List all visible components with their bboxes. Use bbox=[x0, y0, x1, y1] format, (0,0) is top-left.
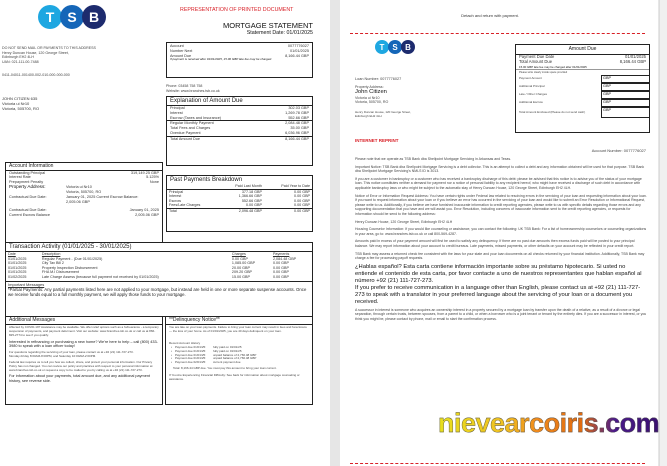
label: Prepayment Penalty bbox=[9, 180, 44, 185]
field-label: Additional Principal bbox=[519, 84, 545, 89]
mailing-block bbox=[355, 85, 411, 119]
message: For questions regarding the servicing of your loan, please contact us at +92 (21) 111-727-273. bbox=[9, 349, 134, 354]
amount-input[interactable]: GBP bbox=[601, 99, 649, 107]
cell: 01/01/2025 bbox=[8, 261, 27, 266]
recipient-line: Victoria ui Nr10 bbox=[2, 101, 30, 106]
bank-address-line: Henry Duncan House, 120 George Street, bbox=[355, 109, 411, 114]
notice-paragraph: Please note that we operate as TSB Bank dba Shellpoint Mortgage Servicing in Arkansas and Texas. bbox=[355, 157, 512, 161]
important-text: *Partial Payments: Any partial payments listed here are not applied to your mortgage, but instead are held in one or more separate suspense accounts. Once we receive funds equal to a full monthly payment, we will apply those funds to your mortgage. bbox=[8, 286, 307, 298]
internet-reprint: INTERNET REPRINT bbox=[355, 138, 399, 143]
loan-number: Loan Number: 0077776027 bbox=[355, 77, 402, 81]
label: Account bbox=[170, 44, 184, 48]
value-line: 2,005.06 GBP bbox=[66, 200, 90, 205]
cell: Fees/Late Charges bbox=[169, 203, 201, 208]
representation-banner: REPRESENTATION OF PRINTED DOCUMENT bbox=[180, 7, 294, 13]
history-date: Payment due 01/01/25: bbox=[175, 344, 207, 349]
value: 1,269.78 GBP bbox=[285, 110, 309, 115]
value: 35.00 GBP bbox=[290, 126, 309, 131]
payment-field-row bbox=[516, 107, 649, 118]
cell: 01/01/2025 bbox=[8, 270, 27, 275]
value: 01/01/2025 bbox=[625, 54, 646, 59]
sender-line: Edinburgh EH2 4LH bbox=[2, 55, 34, 60]
cell: 0.00 GBP bbox=[294, 198, 310, 203]
reverse-body bbox=[355, 157, 648, 324]
field-label: Payment Amount bbox=[519, 76, 542, 81]
amount-due-box bbox=[515, 44, 650, 133]
contractual-label: Contractual Due Date: bbox=[9, 195, 47, 200]
sender-line: DO NOT SEND MAIL OR PAYMENTS TO THIS ADDRESS bbox=[2, 46, 96, 50]
info-row bbox=[6, 213, 162, 218]
successor-notice: A successor in interest is someone who acquires an ownership interest in a property secured by a mortgage loan by transfer upon the death of a relative, as a result of a divorce or legal separation, through certain trusts, between spouses, from a parent to a child, or when a borrower who is a joint tenant or tenant by the entirety dies. If you are a successor in interest, or you think you might be, please contact by phone, mail or email to start the confirmation process. bbox=[355, 307, 647, 321]
cell: 0.00 GBP bbox=[272, 274, 289, 279]
history-list bbox=[169, 346, 309, 366]
coupon-page bbox=[340, 0, 658, 466]
cell: FHA M.I Disbursement bbox=[41, 270, 80, 275]
explanation-title: Explanation of Amount Due bbox=[167, 97, 312, 106]
cell: 01/01/2025 bbox=[8, 256, 27, 261]
bullet: • bbox=[171, 356, 173, 361]
tsb-logo-small: T S B bbox=[375, 40, 415, 54]
table-row bbox=[167, 208, 312, 213]
cell: 0.00 GBP bbox=[245, 203, 262, 208]
payment-field-row bbox=[516, 99, 649, 107]
detach-line bbox=[350, 33, 645, 34]
message: Interested in refinancing or purchasing a new home? We're here to help – call (800) 433-3980 to speak with a loan officer today! bbox=[9, 339, 158, 349]
tsb-logo: T S B bbox=[38, 5, 106, 29]
cell: Regular Payment - (Due 01/01/2025) bbox=[41, 256, 103, 261]
watermark: nievearcoiris.com bbox=[438, 408, 660, 438]
notice-paragraph: Important Notice: TSB Bank dba Shellpoint Mortgage Servicing is a debt collector. This is an attempt to collect a debt and any information obtained will be used for that purpose. TSB Bank dba Shellpoint Mortgage Servicing's NMLS ID is 3013. bbox=[355, 164, 645, 174]
amount-input[interactable]: GBP bbox=[601, 83, 649, 91]
value: 319,149.25 GBP bbox=[130, 170, 159, 175]
label: Interest bbox=[170, 110, 183, 115]
label: Amount Due bbox=[170, 53, 192, 58]
bullet: • bbox=[171, 360, 173, 365]
address-line: Victoria, 505700, RO bbox=[355, 100, 389, 105]
label: Overdue Payment bbox=[170, 130, 201, 135]
field-label: Total Amount Enclosed (Please do not send cash) bbox=[519, 109, 586, 114]
label: Principal bbox=[170, 106, 185, 110]
cell: Late Charge Assess (because full payment not received by 01/01/2025) bbox=[41, 274, 159, 279]
delinquency-notice-box bbox=[165, 316, 313, 405]
recipient-line: JOHN CITIZEN 635 bbox=[2, 96, 38, 101]
cell: 2,096.48 GBP bbox=[238, 208, 262, 213]
payment-field-row bbox=[516, 83, 649, 91]
additional-title: Additional Messages bbox=[6, 317, 162, 325]
value: 8,166.44 GBP bbox=[619, 58, 646, 64]
history-date: Payment due 01/01/25: bbox=[175, 352, 207, 357]
notice-paragraph: Henry Duncan House, 120 George Street, Edinburgh EH2 4LH bbox=[355, 219, 453, 224]
past-payments-title: Past Payments Breakdown bbox=[170, 177, 243, 183]
value: 6,036.96 GBP bbox=[285, 130, 309, 135]
history-date: Payment due 01/01/25: bbox=[175, 348, 207, 353]
notice-paragraph: Notice of Error or Information Request Address: You have certain rights under Federal law related to resolving errors in the servicing of your loan and requesting information about your loan. If you want to request information about your loan or if you believe an error has occurred in the servicing of your loan and would like to submit an Error Resolution or Informational Request, please write to us. Additionally, if you believe we have furnished inaccurate information to credit reporting agencies, please write to us with specific details regarding those errors and any supporting documentation that you have and we will assist you. Error Resolution, including concerns of inaccurate information sent to the credit reporting agencies, or requests for information should be send to the following address: bbox=[355, 193, 647, 216]
cell: 0.00 GBP bbox=[272, 261, 289, 266]
cell: City Tax Bill 2 bbox=[41, 261, 64, 266]
amount-input[interactable]: GBP bbox=[601, 75, 649, 83]
contractual-value bbox=[66, 195, 138, 205]
cell: 01/01/2025 bbox=[8, 265, 27, 270]
cell: 0.00 GBP bbox=[272, 265, 289, 270]
sender-line: Henry Duncan House, 120 George Street, bbox=[2, 50, 69, 55]
address-line: Victoria ui Nr10 bbox=[66, 184, 92, 189]
value: 2,005.06 GBP bbox=[135, 212, 159, 217]
cell: 15.00 GBP bbox=[231, 274, 250, 279]
address-line: Victoria, 505700, RO bbox=[66, 189, 102, 194]
history-status: unpaid balance of 2,766.48 GBP bbox=[213, 352, 257, 357]
spanish-notice: ¿Hablas español? Esta carta contiene información importante sobre su préstamo hipotecario. Si usted no entiende el contenido de esta carta, por favor contacte a uno de nuestros representantes que hablan español al número +92 (21) 111-727-273. bbox=[355, 263, 642, 284]
history-status: current payment due bbox=[213, 360, 241, 365]
account-number: Account Number: 0077776027 bbox=[591, 148, 646, 153]
message: Monday-Friday 8:00AM-8:00PM, and Saturday 10:00AM-2:00PM. bbox=[9, 353, 97, 358]
recipient-line: Victoria, 505700, RO bbox=[2, 106, 40, 111]
label: Contractual Due Date: bbox=[9, 208, 47, 213]
account-box bbox=[166, 42, 313, 78]
value: 8,166.44 GBP bbox=[285, 136, 309, 141]
column-header: Charges bbox=[231, 252, 246, 256]
value: 302.03 GBP bbox=[288, 106, 309, 110]
payment-field-row bbox=[516, 91, 649, 99]
bullet: • bbox=[171, 348, 173, 353]
delinquency-title: **Delinquency Notice** bbox=[166, 317, 312, 325]
history-date: Payment due 01/01/25: bbox=[175, 356, 207, 361]
cell: 0.00 GBP bbox=[231, 256, 248, 261]
cell: Escrow bbox=[169, 198, 182, 203]
history-date: Payment due 02/01/25: bbox=[175, 360, 207, 365]
cell: Principal bbox=[169, 189, 184, 194]
field-label: Additional Escrow bbox=[519, 100, 543, 105]
history-status: fully paid on 01/01/25 bbox=[213, 344, 242, 349]
label: Escrow (Taxes and Insurance) bbox=[170, 115, 222, 120]
table-row bbox=[6, 275, 312, 280]
notice-paragraph: Housing Counselor Information: If you would like counseling or assistance, you can contact the following: UK TSB Bank: For a list of homeownership counselors or counseling organizations in your area, go to: www.branches.tsb.co.uk or call 800-569-4287. bbox=[355, 227, 647, 236]
account-information-box bbox=[5, 162, 163, 245]
amount-input[interactable]: GBP bbox=[601, 107, 649, 118]
cell: 377.18 GBP bbox=[241, 189, 262, 194]
late-fee-note: 15.00 GBP late fee may be charged after 01/01/2025 bbox=[516, 65, 649, 71]
contact-info bbox=[166, 84, 220, 93]
label: Total Amount Due bbox=[170, 136, 200, 141]
translator-notice: If you prefer to receive communication in a language other than English, please contact us at +92 (21) 111-727-273 to speak with a translator in your preferred language about the servicing of your loan or a document you received. bbox=[355, 284, 641, 305]
property-address-label: Property Address: bbox=[9, 183, 46, 189]
message: Federal law requires us to tell you how we collect, share, and protect your personal information. Our Privacy Policy has not changed. You can review our policy and practices with respect to your personal information at www.branches.tsb.co.uk or request a copy to be mailed to you by calling us at +92 (21) 111-727-273. bbox=[9, 359, 153, 372]
cell: Property Inspection Disbursement bbox=[41, 265, 98, 270]
history-status: unpaid balance of 2,766.48 GBP bbox=[213, 356, 257, 361]
property-label: Property Address: bbox=[355, 85, 384, 89]
additional-messages-box bbox=[5, 316, 163, 405]
bullet: • bbox=[171, 344, 173, 349]
recipient-address bbox=[2, 96, 39, 111]
code-line: 0411-04011-001400-002-010-000-000-000 bbox=[2, 73, 70, 77]
payment-field-row bbox=[516, 75, 649, 83]
value: 2,084.48 GBP bbox=[285, 121, 309, 126]
past-payments-box bbox=[166, 175, 313, 232]
bullet: • bbox=[171, 352, 173, 357]
bank-address-line: Edinburgh EH2 4LH bbox=[355, 114, 382, 119]
cell: 0.00 GBP bbox=[294, 189, 310, 194]
label: Total Amount Due bbox=[519, 58, 553, 64]
phone: Phone: 03458 758 758 bbox=[166, 84, 203, 88]
address-line: Victoria ui Nr10 bbox=[355, 95, 380, 100]
history-item bbox=[169, 361, 309, 365]
notice-paragraph: TSB Bank may assess a returned check fee consistent with the laws for your state and your loan documents on all checks returned by your financial institution. Additionally, TSB Bank may charge a fee for processing payoff requests. bbox=[355, 251, 645, 261]
value: 5.125% bbox=[146, 175, 159, 180]
value: None bbox=[149, 180, 159, 185]
label: Current Escrow Balance bbox=[9, 212, 50, 217]
message: Affected by COVID-19? Assistance may be available. We offer relief options such as a forbearance - a temporary suspension of payments, and payment deferment. Visit our website: www.branches.tsb.co.uk or call us at 866-825-2774 to see if you qualify. bbox=[9, 325, 159, 337]
label: Total Fees and Charges bbox=[170, 126, 211, 131]
cell: 01/02/2025 bbox=[8, 274, 27, 279]
history-status: fully paid on 01/01/25 bbox=[213, 348, 242, 353]
page-title: MORTGAGE STATEMENT bbox=[222, 21, 313, 30]
statement-date: Statement Date: 01/01/2025 bbox=[246, 30, 313, 36]
cell: 2,084.48 GBP bbox=[272, 256, 297, 261]
message: For information about your payments, total amount due, and any additional payment history, see reverse side. bbox=[9, 374, 150, 384]
bottom-dash-line bbox=[350, 463, 645, 464]
cell: 0.00 GBP bbox=[272, 270, 289, 275]
website: Website: www.branches.tsb.co.uk bbox=[166, 88, 220, 93]
cell: Interest bbox=[169, 194, 182, 199]
column-header: Paid Year to Date bbox=[281, 184, 310, 188]
notice-paragraph: If you are a customer in bankruptcy or a customer who has received a bankruptcy discharge of this debt: please be advised that this notice is to advise you of the status of your mortgage loan. This notice constitutes neither a demand for payment nor a notice of personal liability to any recipient hereof, who might have received a discharge of such debt in accordance with applicable bankruptcy laws or who might be subject to the automatic stay of Henry Duncan House, 120 George Street, Edinburgh EH2 4LH. bbox=[355, 176, 642, 190]
value: 552.66 GBP bbox=[288, 115, 309, 120]
detach-instruction: Detach and return with payment. bbox=[461, 13, 519, 18]
label: Number Next bbox=[170, 48, 193, 53]
scrollbar[interactable] bbox=[659, 0, 667, 466]
notice-paragraph: Amounts paid in excess of your payment amount will first be used to satisfy any delinquency. If there are no past due amounts then excess funds paid will be posted to your principal balance. We may report information about your account to credit bureaus. Late payments, missed payments, or other defaults on your account may be reflected in your credit report. bbox=[355, 239, 635, 248]
cell: 0.00 GBP bbox=[294, 208, 310, 213]
label: Regular Monthly Payment bbox=[170, 121, 214, 126]
sender-line: UAN: 021-111-00-7488 bbox=[2, 59, 39, 64]
value: 0077776027 bbox=[287, 44, 309, 48]
cell: Total bbox=[169, 208, 177, 213]
cell: 0.00 GBP bbox=[294, 194, 310, 199]
value: January 01, 2025 bbox=[129, 208, 159, 213]
value: 01/01/2025 bbox=[289, 48, 309, 53]
cell: 552.66 GBP bbox=[241, 198, 262, 203]
cell: 1,085.00 GBP bbox=[231, 261, 256, 266]
value: 8,166.44 GBP bbox=[285, 53, 309, 58]
column-header: Date bbox=[8, 252, 16, 256]
column-header: Description bbox=[41, 252, 61, 256]
late-fee-note: If payment is received after 01/01/2025, 15.00 GBP late fee may be charged. bbox=[170, 57, 272, 62]
cell: 1,366.66 GBP bbox=[238, 194, 262, 199]
recipient-name: John Citizen bbox=[355, 89, 387, 96]
important-title: Important Messages bbox=[8, 281, 45, 287]
label: Payment Due Date bbox=[519, 54, 555, 59]
cell: 0.00 GBP bbox=[294, 203, 310, 208]
cell: 209.20 GBP bbox=[231, 270, 253, 275]
property-address-value bbox=[66, 185, 101, 195]
explanation-row bbox=[167, 136, 312, 142]
label: Outstanding Principal bbox=[9, 170, 46, 175]
statement-page bbox=[0, 0, 330, 466]
label: Interest Rate bbox=[9, 175, 31, 180]
explanation-box bbox=[166, 96, 313, 166]
delinquency-text: You are late on your loan payments. Failure to bring your loan current may result in fees and foreclosure — the loss of your home. As of 01/01/2025, you are 40 days delinquent on your loan. bbox=[169, 325, 307, 333]
account-information-title: Account Information bbox=[6, 163, 162, 171]
column-header: Paid Last Month bbox=[235, 184, 262, 188]
column-header: Payments bbox=[272, 252, 290, 256]
transaction-title: Transaction Activity (01/01/2025 - 30/01/2025) bbox=[6, 243, 312, 252]
field-label: Late / Other Charges bbox=[519, 92, 548, 97]
total-due-text: Total: 8,166.44 GBP due. You must pay this amount to bring your loan current. bbox=[173, 366, 277, 371]
amount-due-title: Amount Due bbox=[516, 45, 649, 55]
amount-input[interactable]: GBP bbox=[601, 91, 649, 99]
sender-address bbox=[2, 46, 96, 64]
difficulty-text: If You Are Experiencing Financial Difficulty: See back for information about mortgage counseling or assistance. bbox=[169, 373, 300, 382]
write-note: Please write clearly inside space provided bbox=[519, 71, 568, 75]
history-title: Recent Account History bbox=[169, 340, 201, 345]
value-line: January 01, 2025 Current Escrow Balance: bbox=[66, 195, 139, 200]
transaction-activity-box bbox=[5, 242, 313, 317]
cell: 20.00 GBP bbox=[231, 265, 250, 270]
